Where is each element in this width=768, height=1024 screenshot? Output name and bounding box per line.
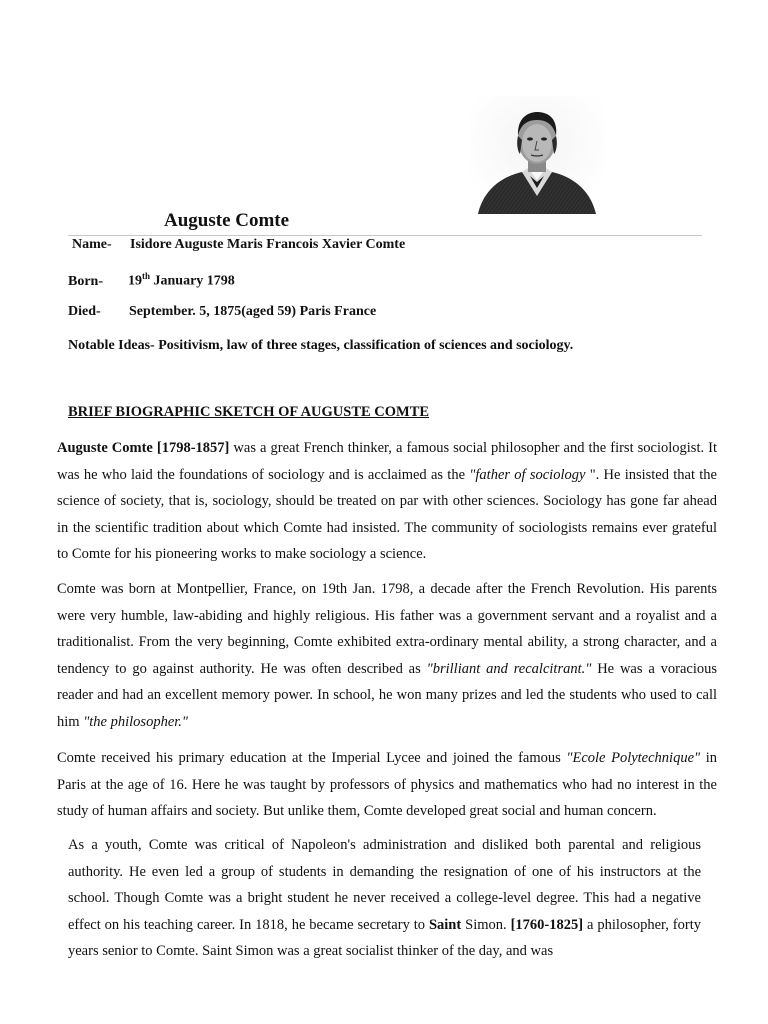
notable-ideas-label: Notable Ideas- xyxy=(68,338,155,353)
name-label: Name- xyxy=(72,237,112,252)
portrait-image xyxy=(470,96,604,214)
paragraph-1 xyxy=(57,435,717,568)
p3-text-1: Comte received his primary education at the Imperial Lycee and joined the famous xyxy=(57,750,567,766)
section-heading: BRIEF BIOGRAPHIC SKETCH OF AUGUSTE COMTE xyxy=(68,404,430,420)
p1-text-2: ". He insisted that the science of society, that is, sociology, should be treated on par with other sciences. Sociology has gone far ahead in the scientific tradition about which Comte had insisted. The community of sociologists remains ever grateful to Comte for his pioneering works to make sociology a science. xyxy=(57,466,717,563)
title-divider xyxy=(68,235,702,236)
born-label: Born- xyxy=(68,273,103,289)
portrait-engraving-icon xyxy=(470,96,604,214)
p4-bold-1: Saint xyxy=(428,916,462,933)
p4-text-2: Simon. xyxy=(461,916,511,933)
born-day: 19 xyxy=(128,273,142,289)
p3-italic: "Ecole Polytechnique" xyxy=(566,750,701,766)
p4-text-1: As a youth, Comte was critical of Napoleon's administration and disliked both parental and religious authority. He even led a group of students in demanding the resignation of one of his instructors at the school. Though Comte was a bright student he never received a college-level degree. This had a negative effect on his teaching career. In 1818, he became secretary to xyxy=(68,837,701,933)
paragraph-4 xyxy=(68,832,701,965)
died-label: Died- xyxy=(68,304,101,319)
p4-bold-2: [1760-1825] xyxy=(510,916,584,933)
p4-text-3: a philosopher, forty years senior to Comte. Saint Simon was a great socialist thinker of the day, and was xyxy=(68,916,701,960)
name-field xyxy=(72,237,405,253)
p3-text-2: in Paris at the age of 16. Here he was taught by professors of physics and mathematics who had no interest in the study of human affairs and society. But unlike them, Comte developed great social and human concern. xyxy=(57,750,717,820)
p2-italic-1: "brilliant and recalcitrant." xyxy=(426,660,592,677)
p2-text-2: He was a voracious reader and had an excellent memory power. In school, he won many prizes and led the students who used to call him xyxy=(57,660,718,730)
p1-bold: Auguste Comte [1798-1857] xyxy=(57,440,230,456)
died-field xyxy=(68,304,376,320)
notable-ideas-field xyxy=(68,338,573,354)
born-rest: January 1798 xyxy=(153,273,235,289)
died-value: September. 5, 1875(aged 59) Paris France xyxy=(129,304,377,319)
p1-text-1: was a great French thinker, a famous social philosopher and the first sociologist. It was he who laid the foundations of sociology and is acclaimed as the xyxy=(57,440,718,483)
notable-ideas-value: Positivism, law of three stages, classification of sciences and sociology. xyxy=(158,338,574,353)
p2-text-1: Comte was born at Montpellier, France, on 19th Jan. 1798, a decade after the French Revolution. His parents were very humble, law-abiding and highly religious. His father was a government servant and a royalist and a traditionalist. From the very beginning, Comte exhibited extra-ordinary mental ability, a strong character, and a tendency to go against authority. He was often described as xyxy=(57,581,717,677)
p1-italic: "father of sociology xyxy=(469,466,586,483)
name-value: Isidore Auguste Maris Francois Xavier Comte xyxy=(130,237,406,252)
born-day-suffix: th xyxy=(142,271,151,281)
paragraph-2 xyxy=(57,576,717,736)
paragraph-3 xyxy=(57,745,717,825)
born-field xyxy=(68,271,235,290)
p2-italic-2: "the philosopher." xyxy=(83,713,189,730)
page-title: Auguste Comte xyxy=(164,210,290,231)
